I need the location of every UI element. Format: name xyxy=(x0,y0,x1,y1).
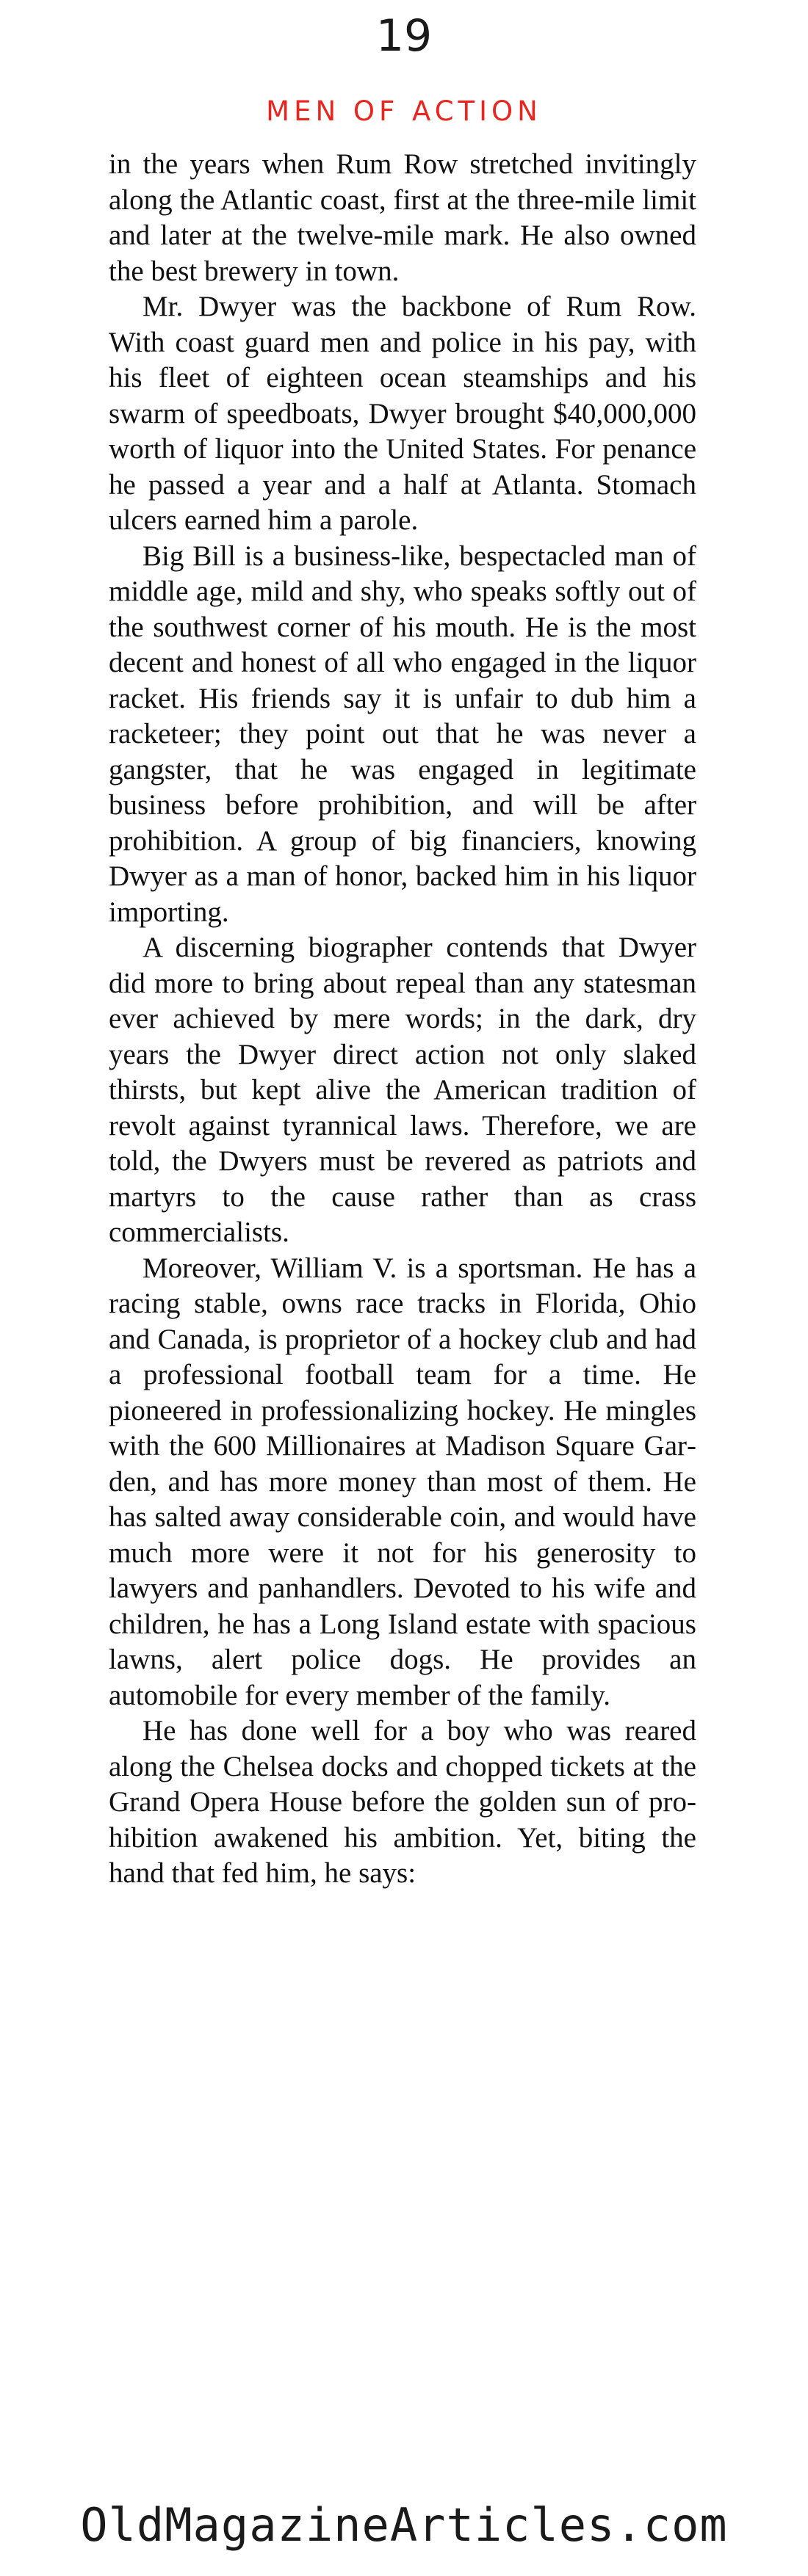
article-paragraph: Big Bill is a business-like, bespectacled man of middle age, mild and shy, who speaks softly out of the southwest corner of his mouth. He is the most decent and honest of all who engaged in the liquor racket. His friends say it is unfair to dub him a racketeer; they point out that he was never a gangster, that he was engaged in legitimate business before prohibition, and will be after prohibition. A group of big financiers, knowing Dwyer as a man of honor, backed him in his liquor importing. xyxy=(109,540,696,928)
article-paragraph: He has done well for a boy who was reared along the Chelsea docks and chopped tickets at the Grand Opera House before the golden sun of prohibition awakened his ambition. Yet, biting the hand that fed him, he says: xyxy=(109,1715,696,1889)
article-body xyxy=(109,147,696,2224)
article-paragraph: Mr. Dwyer was the backbone of Rum Row. With coast guard men and police in his pay, with his fleet of eighteen ocean steamships and his swarm of speedboats, Dwyer brought $40,000,000 worth of liquor into the United States. For penance he passed a year and a half at Atlanta. Stomach ulcers earned him a parole. xyxy=(109,291,696,536)
section-title: MEN OF ACTION xyxy=(266,95,542,127)
article-paragraph: Moreover, William V. is a sportsman. He has a racing stable, owns race tracks in Florida, Ohio and Canada, is proprietor of a hockey club and had a professional football team for a time. He pioneered in professionalizing hockey. He mingles with the 600 Millionaires at Madison Square Garden, and has more money than most of them. He has salted away considerable coin, and would have much more were it not for his generosity to lawyers and panhandlers. Devoted to his wife and children, he has a Long Island estate with spacious lawns, alert police dogs. He provides an automobile for every member of the family. xyxy=(109,1252,696,1711)
page-number: 19 xyxy=(375,10,433,62)
site-footer: OldMagazineArticles.com xyxy=(80,2498,728,2552)
article-paragraph: in the years when Rum Row stretched invitingly along the Atlantic coast, first at the three-mile limit and later at the twelve-mile mark. He also owned the best brewery in town. xyxy=(109,148,696,287)
article-paragraph: A discerning biographer contends that Dwyer did more to bring about repeal than any statesman ever achieved by mere words; in the dark, dry years the Dwyer direct action not only slaked thirsts, but kept alive the American tradition of revolt against tyrannical laws. Therefore, we are told, the Dwyers must be revered as patriots and martyrs to the cause rather than as crass commercialists. xyxy=(109,932,696,1248)
